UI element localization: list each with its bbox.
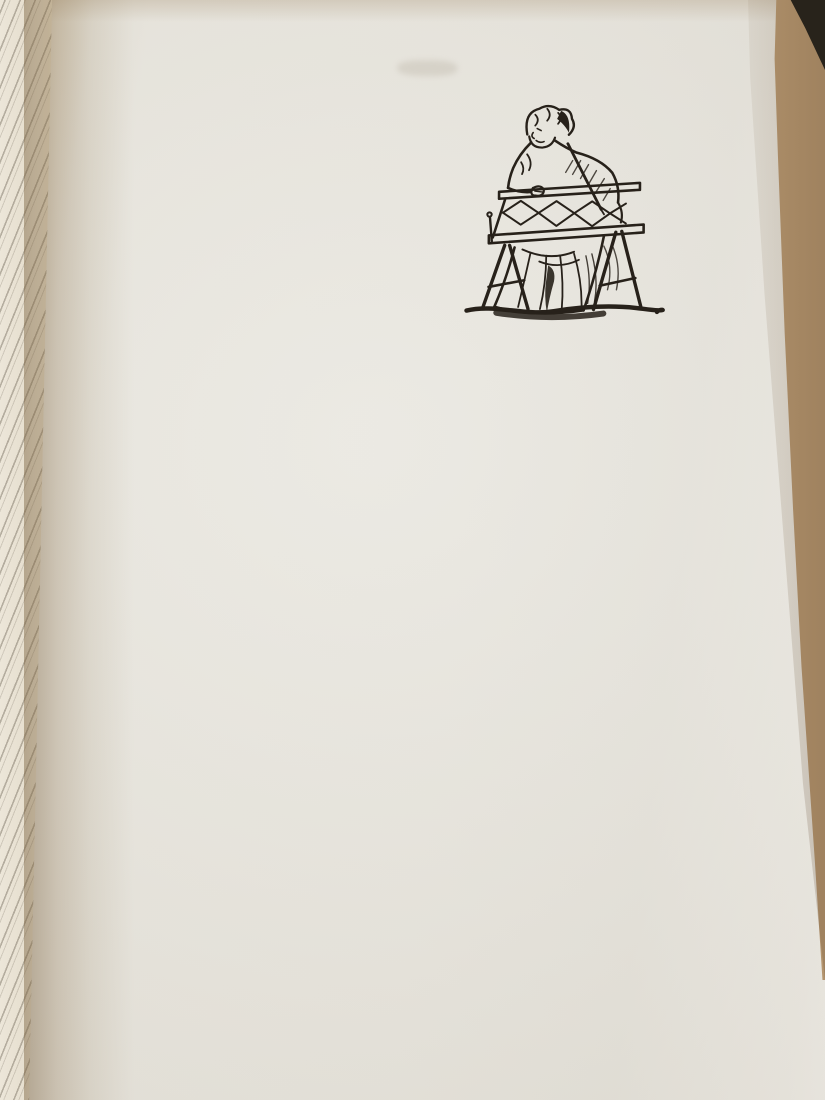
notes-text-top — [89, 92, 750, 97]
page-number — [83, 944, 723, 948]
embroidery-illustration — [453, 96, 687, 336]
notes-text-flow — [87, 92, 750, 357]
embroidery-figure — [446, 96, 750, 354]
notes-text-bottom — [89, 92, 750, 97]
scan-smudge — [397, 60, 457, 76]
figure-caption — [452, 334, 684, 354]
